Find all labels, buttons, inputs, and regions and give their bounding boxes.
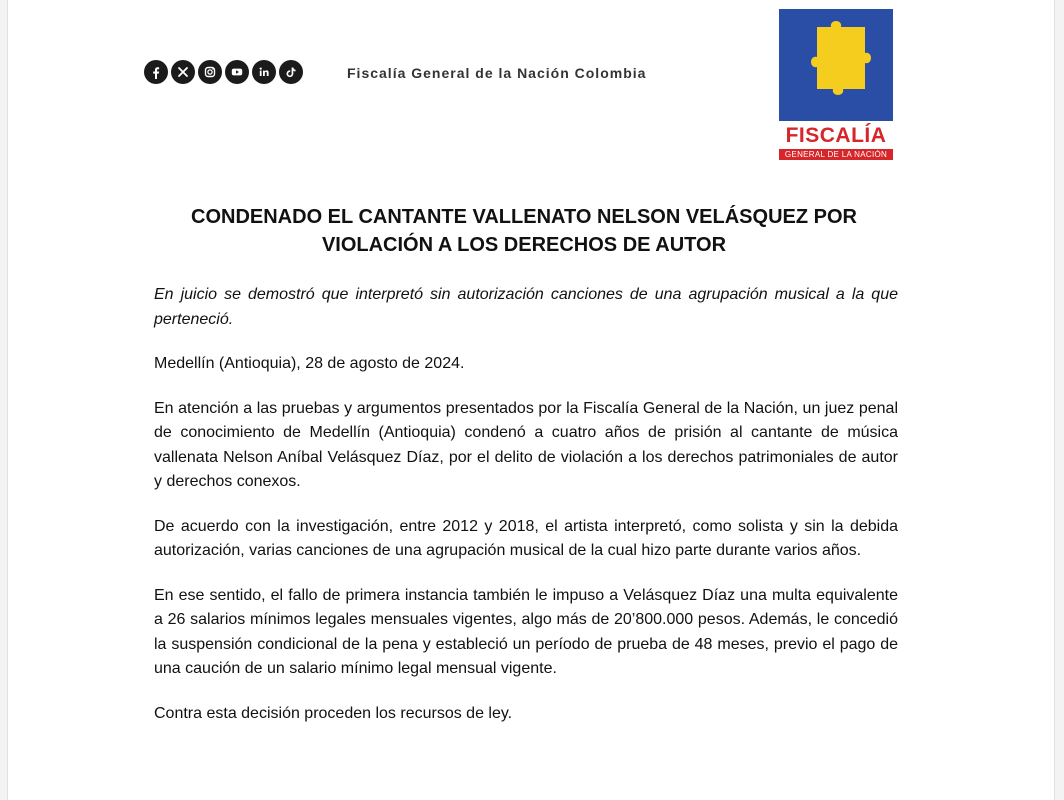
facebook-icon[interactable] <box>144 60 168 84</box>
body-paragraph: En atención a las pruebas y argumentos presentados por la Fiscalía General de la Nación, un juez penal de conocimiento de Medellín (Antioquia) condenó a cuatro años de prisión al cantante de música vallenata Nelson Aníbal Velásquez Díaz, por el delito de violación a los derechos patrimoniales de autor y derechos conexos. <box>154 399 898 490</box>
logo-wordmark: FISCALÍA <box>785 124 887 147</box>
puzzle-icon <box>779 9 893 121</box>
article-body <box>154 283 898 746</box>
document-page <box>8 0 1054 800</box>
fiscalia-logo <box>779 9 893 160</box>
article-title <box>154 203 894 259</box>
tiktok-icon[interactable] <box>279 60 303 84</box>
article-subtitle: En juicio se demostró que interpretó sin autorización canciones de una agrupación musical a la que perteneció. <box>154 286 898 328</box>
body-paragraph: En ese sentido, el fallo de primera instancia también le impuso a Velásquez Díaz una multa equivalente a 26 salarios mínimos legales mensuales vigentes, algo más de 20’800.000 pesos. Además, le concedió la suspensión condicional de la pena y estableció un período de prueba de 48 meses, previo el pago de una caución de un salario mínimo legal mensual vigente. <box>154 586 898 677</box>
title-line: CONDENADO EL CANTANTE VALLENATO NELSON VELÁSQUEZ POR <box>191 206 857 228</box>
x-icon[interactable] <box>171 60 195 84</box>
dateline: Medellín (Antioquia), 28 de agosto de 2024. <box>154 355 465 372</box>
logo-subtitle: GENERAL DE LA NACIÓN <box>779 149 893 160</box>
body-paragraph: Contra esta decisión proceden los recursos de ley. <box>154 704 513 722</box>
body-paragraph: De acuerdo con la investigación, entre 2012 y 2018, el artista interpretó, como solista y sin la debida autorización, varias canciones de una agrupación musical de la cual hizo parte durante varios años. <box>154 517 898 559</box>
title-line: VIOLACIÓN A LOS DERECHOS DE AUTOR <box>321 234 727 256</box>
youtube-icon[interactable] <box>225 60 249 84</box>
social-media-bar <box>144 60 306 84</box>
organization-name: Fiscalía General de la Nación Colombia <box>347 65 647 81</box>
linkedin-icon[interactable] <box>252 60 276 84</box>
instagram-icon[interactable] <box>198 60 222 84</box>
